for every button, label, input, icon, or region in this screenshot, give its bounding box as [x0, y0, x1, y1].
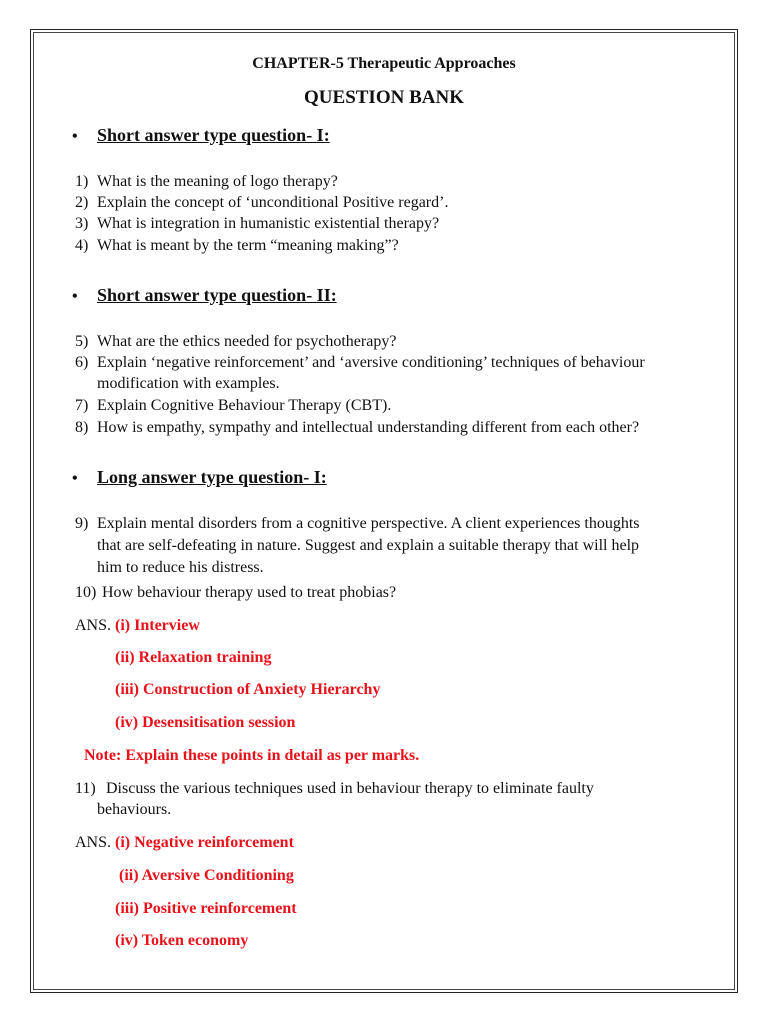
section-heading-label: Short answer type question- II: — [97, 285, 337, 305]
answer-point: (i) Negative reinforcement — [115, 834, 294, 851]
section-heading-label: Short answer type question- I: — [97, 125, 330, 145]
question-number: 1) — [75, 173, 89, 190]
list-item — [75, 332, 396, 352]
bullet-icon: • — [72, 288, 78, 305]
question-number: 7) — [75, 397, 89, 414]
question-text: What are the ethics needed for psychotherapy? — [97, 333, 397, 350]
list-item — [75, 583, 396, 603]
question-text: Explain mental disorders from a cognitive perspective. A client experiences thoughts — [97, 515, 640, 532]
question-number: 10) — [75, 584, 97, 601]
answer-point: (iv) Desensitisation session — [115, 714, 296, 731]
section-heading-label: Long answer type question- I: — [97, 467, 327, 487]
bullet-icon: • — [72, 470, 78, 487]
list-item — [75, 214, 439, 234]
question-number: 9) — [75, 515, 89, 532]
question-text: Explain the concept of ‘unconditional Positive regard’. — [97, 194, 449, 211]
section-heading — [72, 467, 327, 489]
answer-point: (iv) Token economy — [115, 932, 249, 949]
question-number: 3) — [75, 215, 89, 232]
bullet-icon: • — [72, 128, 78, 145]
question-text: How is empathy, sympathy and intellectual understanding different from each other? — [97, 419, 640, 436]
list-item — [75, 236, 399, 256]
answer-block — [75, 833, 294, 853]
answer-point: (iii) Positive reinforcement — [115, 900, 297, 917]
section-heading — [72, 125, 330, 147]
question-text: Explain ‘negative reinforcement’ and ‘aversive conditioning’ techniques of behaviour — [97, 354, 645, 371]
answer-point: (i) Interview — [115, 617, 200, 634]
answer-label: ANS. — [75, 834, 112, 851]
chapter-title: CHAPTER-5 Therapeutic Approaches — [252, 55, 516, 72]
answer-block — [75, 616, 200, 636]
question-number: 4) — [75, 237, 89, 254]
question-continuation: him to reduce his distress. — [97, 559, 264, 576]
answer-point: (ii) Aversive Conditioning — [119, 867, 294, 884]
list-item — [75, 353, 645, 373]
question-text: What is meant by the term “meaning making”? — [97, 237, 399, 254]
list-item — [75, 514, 640, 534]
question-number: 8) — [75, 419, 89, 436]
question-number: 5) — [75, 333, 89, 350]
answer-note: Note: Explain these points in detail as per marks. — [84, 747, 420, 764]
question-text: What is integration in humanistic existential therapy? — [97, 215, 440, 232]
answer-point: (iii) Construction of Anxiety Hierarchy — [115, 681, 381, 698]
page-heading: QUESTION BANK — [304, 87, 464, 108]
question-text: Discuss the various techniques used in behaviour therapy to eliminate faulty — [106, 780, 594, 797]
question-number: 2) — [75, 194, 89, 211]
question-text: What is the meaning of logo therapy? — [97, 173, 338, 190]
question-number: 6) — [75, 354, 89, 371]
list-item — [75, 418, 639, 438]
list-item — [75, 396, 391, 416]
list-item — [75, 172, 338, 192]
section-heading — [72, 285, 337, 307]
list-item — [75, 779, 594, 799]
answer-point: (ii) Relaxation training — [115, 649, 272, 666]
answer-label: ANS. — [75, 617, 112, 634]
question-number: 11) — [75, 780, 96, 797]
question-continuation: behaviours. — [97, 801, 172, 818]
question-text: Explain Cognitive Behaviour Therapy (CBT). — [97, 397, 392, 414]
list-item — [75, 193, 448, 213]
question-continuation: modification with examples. — [97, 375, 280, 392]
question-text: How behaviour therapy used to treat phobias? — [102, 584, 397, 601]
question-continuation: that are self-defeating in nature. Suggest and explain a suitable therapy that will help — [97, 537, 640, 554]
